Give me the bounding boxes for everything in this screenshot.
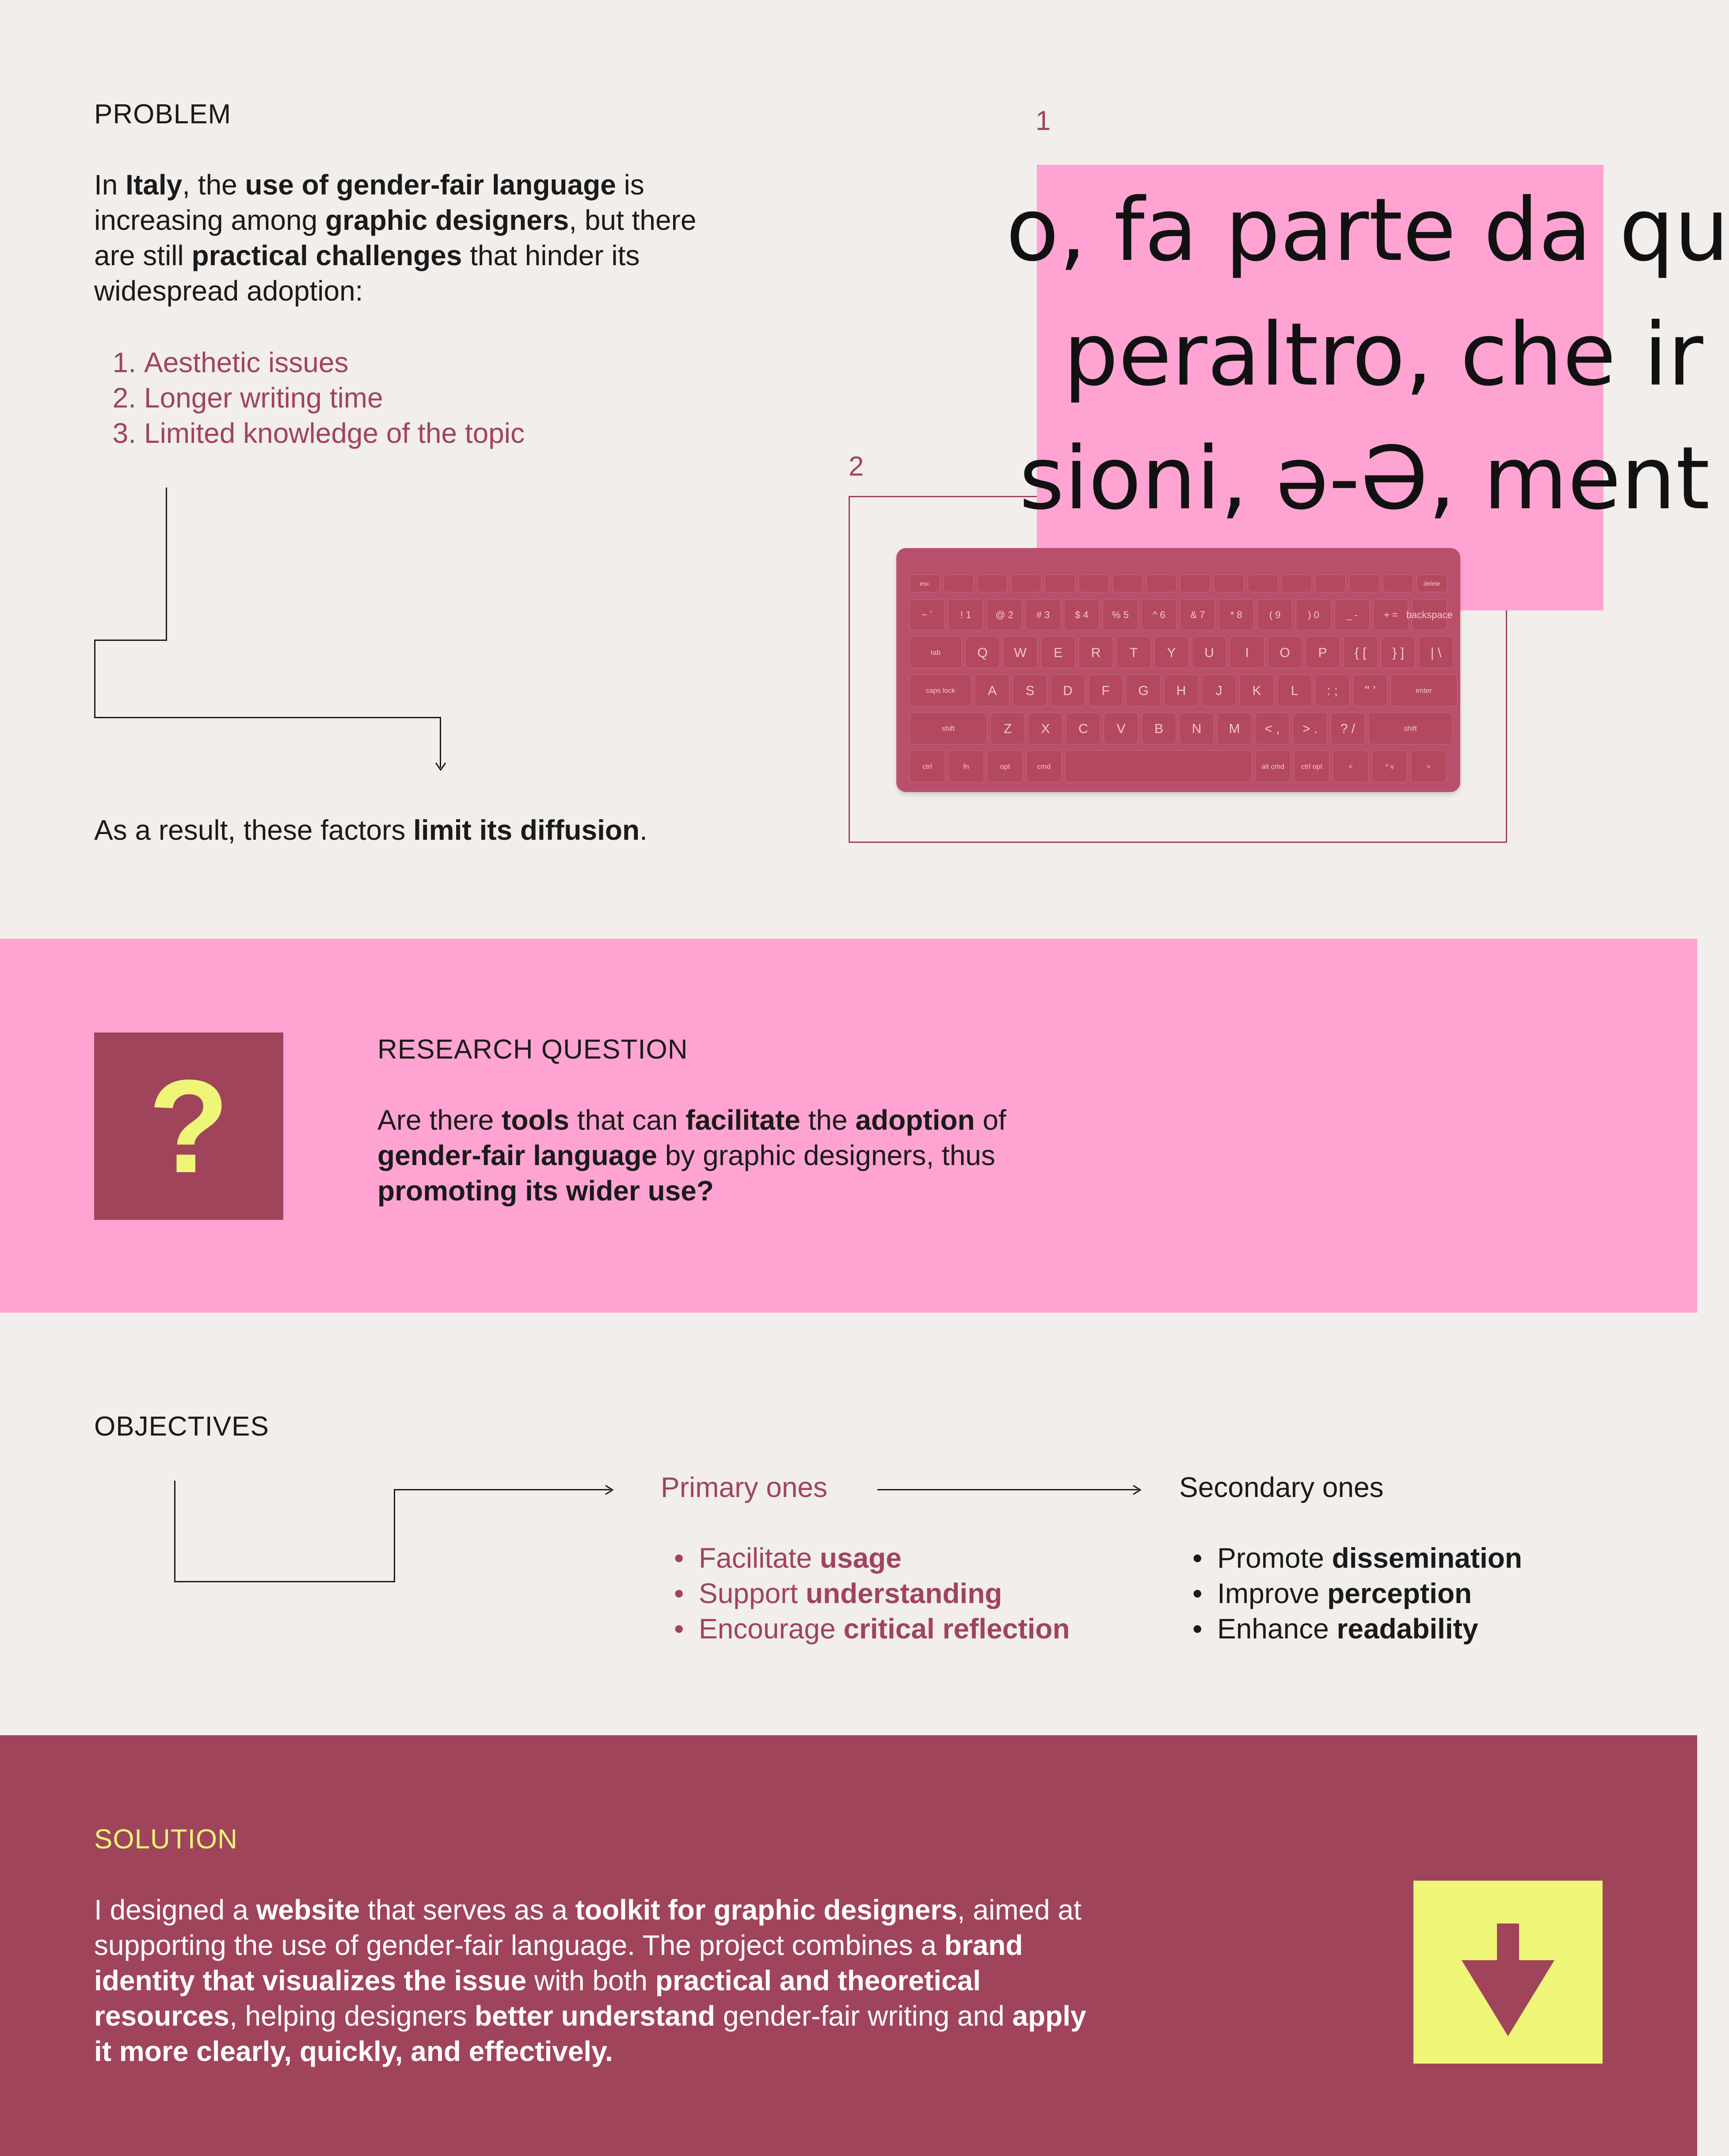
primary-objectives-title: Primary ones bbox=[661, 1471, 827, 1503]
keyboard-key-label: shift bbox=[941, 725, 955, 733]
keyboard-key-label: | \ bbox=[1430, 645, 1442, 660]
keyboard-key-label: $ 4 bbox=[1075, 609, 1089, 621]
keyboard-key-label: G bbox=[1138, 683, 1149, 698]
keyboard-key-label: delete bbox=[1423, 579, 1440, 587]
keyboard-key-label: B bbox=[1154, 721, 1164, 736]
keyboard-key-label: & 7 bbox=[1190, 609, 1205, 621]
keyboard-key-label: esc bbox=[920, 579, 930, 587]
keyboard-key-label: : ; bbox=[1326, 683, 1338, 698]
research-section bbox=[0, 939, 1697, 1313]
keyboard-key-label: shift bbox=[1404, 725, 1417, 733]
keyboard-key-label: W bbox=[1014, 645, 1027, 660]
problem-result: As a result, these factors limit its diffusion. bbox=[94, 814, 647, 846]
keyboard-key-label: caps lock bbox=[925, 687, 956, 695]
list-item: • Support understanding bbox=[661, 1576, 1070, 1611]
keyboard-key-label: L bbox=[1291, 683, 1299, 698]
keyboard-key-label: X bbox=[1041, 721, 1050, 736]
keyboard-key bbox=[1146, 575, 1177, 592]
keyboard-key-label: M bbox=[1229, 721, 1240, 736]
keyboard-key-label: alt cmd bbox=[1261, 763, 1284, 771]
keyboard-key-label: } ] bbox=[1392, 645, 1404, 660]
keyboard-key-label: fn bbox=[963, 763, 969, 771]
research-text: Are there tools that can facilitate the adoption of gender-fair language by graphic designers, thus promoting its wider use? bbox=[377, 1104, 1006, 1207]
keyboard-key-label: T bbox=[1129, 645, 1138, 660]
keyboard-key-label: " ' bbox=[1364, 683, 1376, 698]
typography-sample bbox=[1006, 165, 1729, 610]
figure-1-label: 1 bbox=[1036, 106, 1051, 136]
research-heading: RESEARCH QUESTION bbox=[377, 1034, 688, 1065]
list-item: 1. Aesthetic issues bbox=[112, 347, 349, 378]
keyboard-keys bbox=[896, 548, 1460, 792]
keyboard-key-label: Q bbox=[977, 645, 988, 660]
question-mark-icon: ? bbox=[94, 1032, 283, 1220]
keyboard-key-label: > . bbox=[1302, 721, 1318, 736]
keyboard-key-label: > bbox=[1426, 763, 1431, 771]
keyboard-key-label: backspace bbox=[1406, 609, 1453, 621]
keyboard-key-label: ~ ` bbox=[921, 609, 933, 621]
keyboard-key-label: ^ 6 bbox=[1152, 609, 1165, 621]
objectives-section bbox=[0, 1313, 1697, 1735]
type-line: sioni, ə-Ə, ment bbox=[1019, 428, 1710, 529]
keyboard-key bbox=[1011, 575, 1042, 592]
keyboard-key bbox=[1079, 575, 1109, 592]
objectives-heading: OBJECTIVES bbox=[94, 1411, 269, 1442]
problem-heading: PROBLEM bbox=[94, 99, 232, 130]
keyboard-key-label: < bbox=[1348, 763, 1353, 771]
solution-section bbox=[0, 1735, 1697, 2156]
keyboard-key-label: A bbox=[987, 683, 997, 698]
secondary-objectives-title: Secondary ones bbox=[1179, 1471, 1384, 1503]
list-item: • Enhance readability bbox=[1179, 1611, 1522, 1646]
problem-section bbox=[0, 0, 1729, 939]
keyboard-key-label: + = bbox=[1383, 609, 1398, 621]
list-item: • Facilitate usage bbox=[661, 1540, 1070, 1576]
keyboard-key-label: @ 2 bbox=[995, 609, 1013, 621]
keyboard-key bbox=[944, 575, 974, 592]
keyboard-key-label: { [ bbox=[1354, 645, 1367, 660]
arrow-down-icon bbox=[1413, 1881, 1603, 2064]
keyboard-key-label: ! 1 bbox=[960, 609, 971, 621]
keyboard-key-label: cmd bbox=[1037, 763, 1051, 771]
arrow-right-icon bbox=[1131, 1484, 1142, 1496]
keyboard-key-label: N bbox=[1192, 721, 1202, 736]
list-item: 2. Longer writing time bbox=[112, 382, 383, 414]
keyboard-key-label: R bbox=[1091, 645, 1101, 660]
problem-text: In Italy, the use of gender-fair language is increasing among graphic designers, but there are still practical challenges that hinder its widespread adoption: bbox=[94, 169, 697, 307]
keyboard-key-label: E bbox=[1053, 645, 1063, 660]
keyboard-key bbox=[977, 575, 1008, 592]
keyboard-key-label: _ - bbox=[1346, 609, 1358, 621]
list-item: • Promote dissemination bbox=[1179, 1540, 1522, 1576]
keyboard-key-label: O bbox=[1280, 645, 1290, 660]
keyboard-key-label: C bbox=[1078, 721, 1088, 736]
keyboard-key-label: ) 0 bbox=[1308, 609, 1319, 621]
keyboard-key bbox=[1349, 575, 1380, 592]
keyboard-key-label: ? / bbox=[1340, 721, 1356, 736]
keyboard-key bbox=[1383, 575, 1413, 592]
list-item: • Encourage critical reflection bbox=[661, 1611, 1070, 1646]
keyboard-key-label: S bbox=[1025, 683, 1035, 698]
keyboard-key-label: Y bbox=[1167, 645, 1176, 660]
keyboard-key bbox=[1065, 750, 1252, 782]
keyboard-key bbox=[1045, 575, 1075, 592]
keyboard-key-label: tab bbox=[930, 649, 941, 657]
keyboard-key bbox=[1180, 575, 1211, 592]
keyboard-key bbox=[1282, 575, 1312, 592]
keyboard-key bbox=[1248, 575, 1278, 592]
keyboard-key bbox=[1112, 575, 1143, 592]
keyboard-key-label: H bbox=[1176, 683, 1186, 698]
keyboard-key-label: P bbox=[1318, 645, 1327, 660]
keyboard-key-label: % 5 bbox=[1112, 609, 1129, 621]
keyboard-key-label: ^ v bbox=[1385, 763, 1394, 771]
keyboard-key-label: ctrl bbox=[922, 763, 932, 771]
keyboard-key-label: I bbox=[1245, 645, 1249, 660]
arrow-down-icon bbox=[434, 761, 447, 772]
solution-heading: SOLUTION bbox=[94, 1824, 238, 1855]
figure-2-label: 2 bbox=[849, 451, 864, 482]
keyboard-key-label: J bbox=[1215, 683, 1222, 698]
type-line: peraltro, che ir bbox=[1063, 305, 1703, 405]
primary-objectives-list bbox=[661, 1540, 1070, 1646]
keyboard-key bbox=[1315, 575, 1346, 592]
keyboard-key-label: ( 9 bbox=[1269, 609, 1281, 621]
list-item: 3. Limited knowledge of the topic bbox=[112, 417, 525, 449]
keyboard-key-label: < , bbox=[1264, 721, 1280, 736]
problem-list bbox=[94, 345, 525, 451]
list-item: • Improve perception bbox=[1179, 1576, 1522, 1611]
keyboard-key-label: # 3 bbox=[1036, 609, 1050, 621]
arrow-right-icon bbox=[604, 1484, 614, 1496]
keyboard-key-label: U bbox=[1204, 645, 1214, 660]
keyboard-key-label: opt bbox=[1000, 763, 1010, 771]
solution-text: I designed a website that serves as a toolkit for graphic designers, aimed at supporting the use of gender-fair language. The project combines a brand identity that visualizes the issue with both practical and theoretical resources, helping designers better understand gender-fair writing and apply it more clearly, quickly, and effectively. bbox=[94, 1894, 1086, 2067]
keyboard-key-label: K bbox=[1252, 683, 1261, 698]
keyboard-key-label: F bbox=[1101, 683, 1110, 698]
keyboard-key-label: * 8 bbox=[1230, 609, 1242, 621]
keyboard-image bbox=[896, 548, 1460, 792]
keyboard-key bbox=[1214, 575, 1245, 592]
keyboard-key-label: D bbox=[1063, 683, 1073, 698]
secondary-objectives-list bbox=[1179, 1540, 1522, 1646]
keyboard-key-label: ctrl opt bbox=[1301, 763, 1323, 771]
keyboard-key-label: V bbox=[1116, 721, 1126, 736]
keyboard-key-label: enter bbox=[1416, 687, 1432, 695]
type-line: o, fa parte da qu bbox=[1006, 180, 1729, 281]
keyboard-key-label: Z bbox=[1003, 721, 1012, 736]
